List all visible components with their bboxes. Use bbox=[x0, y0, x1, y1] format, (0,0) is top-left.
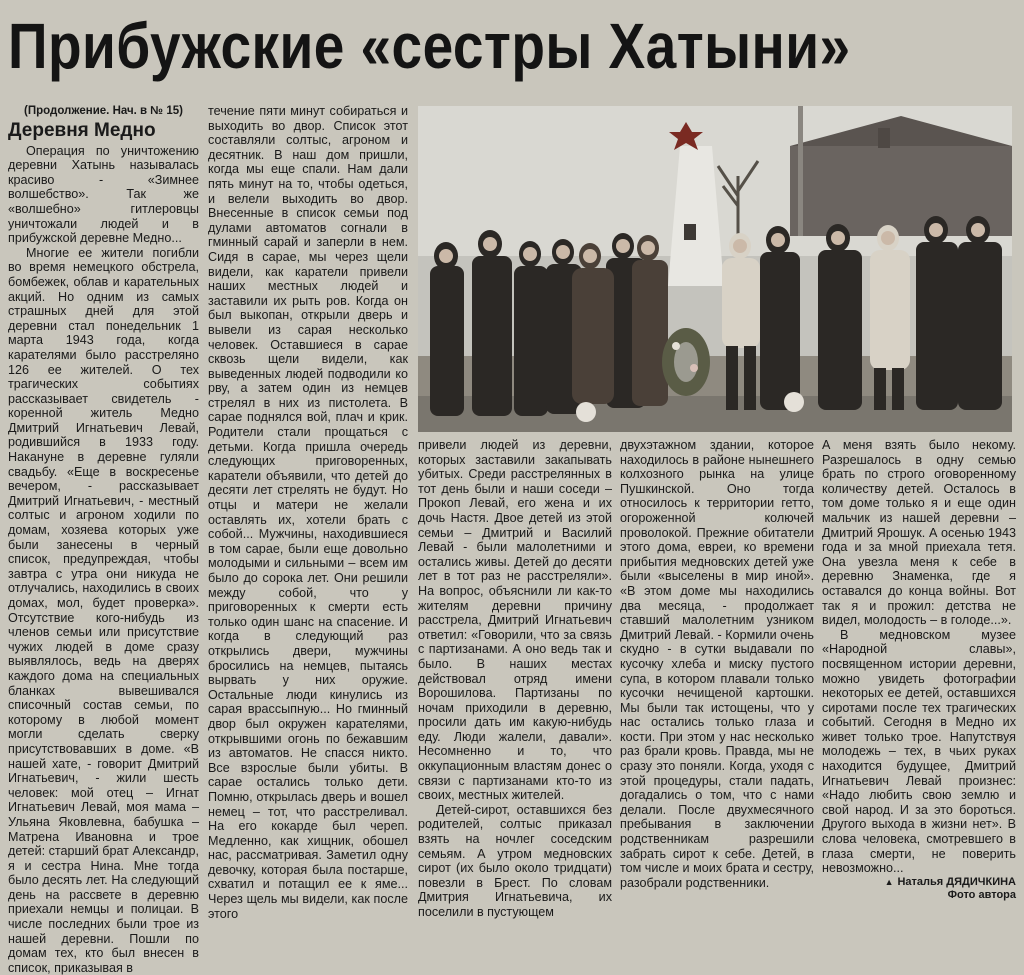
memorial-group-photo bbox=[418, 106, 1012, 432]
paragraph: Операция по уничтожению деревни Хатынь называлась красиво - «Зимнее волшебство». Так же «волшебно» гитлеровцы уничтожали людей и в прибужской деревне Медно... bbox=[8, 143, 199, 246]
article-column-5 bbox=[822, 438, 1016, 874]
paragraph: двухэтажном здании, которое находилось в районе нынешнего колхозного рынка на улице Пушкинской. Оно тогда относилось к территории гетто, огороженной колючей проволокой. Прежние обитатели этого дома, евреи, ко времени прибытия медновских детей уже были «выселены в мир иной». «В этом доме мы находились два месяца, - продолжает ставший малолетним узником Дмитрий Левай. - Кормили очень скудно - в сутки выдавали по кусочку хлеба и миску пустого супа, в котором плавали только кусочки нечищеной картошки. Мы были так истощены, что у нас остались только глаза и кости. При этом у нас несколько раз брали кровь. Правда, мы не сразу это поняли. Когда, уходя с этой процедуры, стали падать, догадались о том, что с нами делали. После двухмесячного пребывания в заключении родственникам разрешили забрать сирот к себе. Детей, в том числе и моих брата и сестру, разобрали родственники. bbox=[620, 438, 814, 890]
article-column-3 bbox=[418, 438, 612, 919]
author-name: Наталья ДЯДИЧКИНА bbox=[897, 876, 1016, 888]
paragraph: Многие ее жители погибли во время немецкого обстрела, бомбежек, облав и карательных акций. Но одним из самых страшных дней для этой деревни стал понедельник 1 марта 1943 года, когда карателями было расстреляно 126 ее жителей. О тех трагических событиях рассказывает свидетель - коренной житель Медно Дмитрий Игнатьевич Левай, родившийся в 1933 году. Накануне в деревне гуляли свадьбу. «Еще в воскресенье вечером, - рассказывает Дмитрий Игнатьевич, - местный солтыс и агроном ходили по домам, хозяева которых уже были занесены в черный список, предупреждая, чтобы завтра с утра они никуда не отлучались, находились в своих домах, мол, будет проверка». Отсутствие кого-нибудь из членов семьи или присутствие чужих людей в доме сразу выявлялось, ведь на дверях каждого дома на специальных бланках вывешивался списочный состав семьи, по которому в любой момент могли сделать сверку присутствовавших в доме. «В нашей хате, - говорит Дмитрий Игнатьевич, - жили шесть человек: мой отец – Игнат Игнатьевич Левай, моя мама – Ульяна Яковлевна, бабушка – Матрена Ивановна и трое детей: старший брат Александр, я и сестра Нина. Мне тогда было десять лет. На следующий день на рассвете в деревню приехали немцы и полицаи. В числе последних были трое из нашей деревни. Пошли по домам тех, кто был внесен в список, приказывая в bbox=[8, 245, 199, 975]
byline bbox=[840, 876, 1016, 902]
continuation-note: (Продолжение. Нач. в № 15) bbox=[24, 105, 183, 117]
paragraph: течение пяти минут собираться и выходить во двор. Список этот составляли солтыс, агроном и десятник. В наш дом пришли, когда мы еще спали. Нам дали пять минут на то, чтобы одеться, и велели выходить во двор. Внесенные в список семьи под дулами автоматов согнали в гминный сарай и заперли в нем. Сидя в сарае, мы через щели видели, как каратели привели наших местных людей и заставили их рыть ров. Когда он был выкопан, открыли дверь и вывели из сарая несколько человек. Оставшиеся в сарае сквозь щели видели, как выведенных людей подводили ко рву, а затем один из немцев стрелял в них из пистолета. В сарае поднялся вой, плач и крик. Родители стали прощаться с детьми. Когда пришла очередь следующих приговоренных, каратели объявили, что детей до десяти лет стрелять не будут. Но отцы и матери не желали оставлять их, хотели брать с собой... Мужчины, находившиеся в том сарае, были еще довольно молодыми и сильными – всем им было до сорока лет. Они решили между собой, что у приговоренных к смерти есть только один шанс на спасение. И когда в следующий раз открылись двери, мужчины бросились на немцев, пытаясь вырвать у них оружие. Остальные люди кинулись из сарая врассыпную... Но гминный двор был окружен карателями, открывшими огонь по бежавшим из автоматов. Не спасся никто. Все взрослые были убиты. В сарае остались только дети. Помню, открылась дверь и вошел немец – тот, что расстреливал. На его кокарде был череп. Медленно, как хищник, обошел нас, рассматривая. Заметил одну девочку, которая была постарше, схватил и потащил ее к яме... Через щель мы видели, как после этого bbox=[208, 104, 408, 921]
section-subhead: Деревня Медно bbox=[8, 119, 156, 141]
photo-credit: Фото автора bbox=[947, 889, 1016, 901]
photo-illustration bbox=[418, 106, 1012, 432]
paragraph: привели людей из деревни, которых заставили закапывать убитых. Среди расстрелянных в тот день были и наши соседи – Прокоп Левай, его жена и их дочь Настя. Двое детей из этой семьи – Дмитрий и Василий Левай - были малолетними и остались живы. Детей до десяти лет в тот раз не расстреляли». На вопрос, объяснили ли как-то жителям деревни причину расстрела, Дмитрий Игнатьевич ответил: «Говорили, что за связь с партизанами. А оно ведь так и было. В наших местах действовал отряд имени Ворошилова. Партизаны по ночам приходили в деревню, просили дать им какую-нибудь еду. Люди жалели, давали». Несомненно и то, что оккупационным властям донес о связи с партизанами кто-то из своих, местных жителей. bbox=[418, 438, 612, 803]
article-column-4 bbox=[620, 438, 814, 904]
paragraph: В медновском музее «Народной славы», посвященном истории деревни, можно увидеть фотографии некоторых ее детей, оставшихся сиротами после тех трагических событий. Сегодня в Медно их живет только трое. Напутствуя молодежь – тех, в чьих руках находится будущее, Дмитрий Игнатьевич Левай произнес: «Надо любить свою землю и свой народ. И за это бороться. Другого выхода в жизни нет». В слова человека, смотревшего в глаза смерти, не поверить невозможно... bbox=[822, 627, 1016, 876]
article-title: Прибужские «сестры Хатыни» bbox=[8, 10, 851, 82]
paragraph: Детей-сирот, оставшихся без родителей, солтыс приказал взять на ночлег соседским семьям. А утром медновских сирот (их было около тридцати) повезли в Брест. По словам Дмитрия Игнатьевича, их поселили в пустующем bbox=[418, 802, 612, 919]
article-column-2 bbox=[208, 104, 408, 921]
article-column-1 bbox=[8, 104, 199, 975]
triangle-icon: ▲ bbox=[884, 877, 894, 887]
paragraph: А меня взять было некому. Разрешалось в одну семью брать по строго оговоренному количеству детей. Осталось в том доме только я и еще один мальчик из нашей деревни – Дмитрий Ярошук. А осенью 1943 года и за мной приехала тетя. Она увезла меня к себе в деревню Знаменка, где я оставался до конца войны. Вот так я и прожил: детства не видел, молодость – в голоде...». bbox=[822, 438, 1016, 628]
